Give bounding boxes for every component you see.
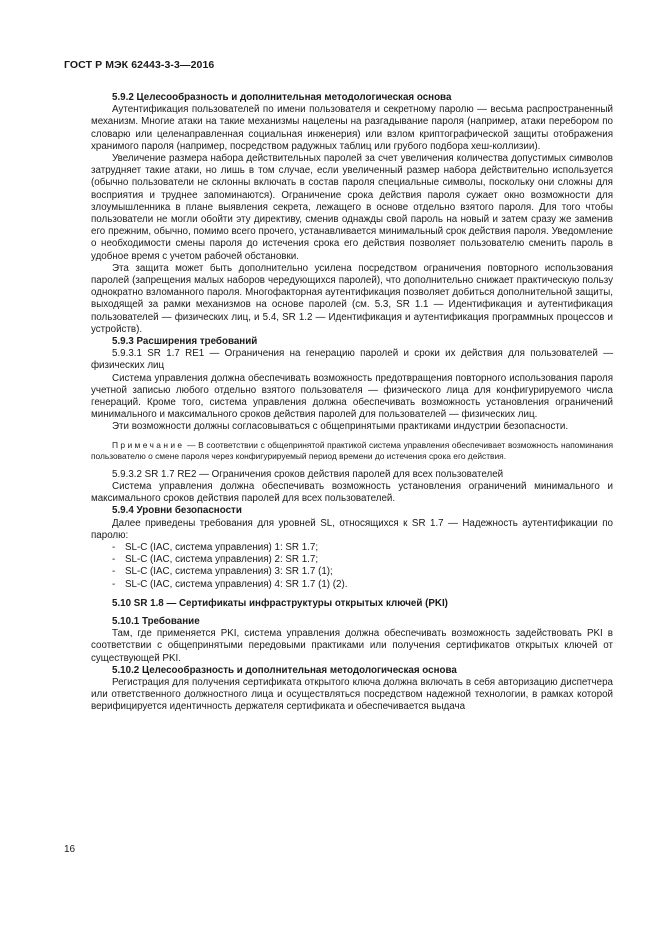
heading-5-10-2: 5.10.2 Целесообразность и дополнительная методологическая основа — [112, 664, 457, 676]
heading-5-9-3: 5.9.3 Расширения требований — [112, 336, 258, 348]
list-item: - SL-C (IAC, система управления) 2: SR 1.7; — [112, 554, 319, 566]
list-item: - SL-C (IAC, система управления) 1: SR 1.7; — [112, 541, 319, 553]
paragraph: Эти возможности должны согласовываться с общепринятыми практиками индустрии безопасности. — [112, 421, 569, 433]
paragraph-sr-1-7-re2: 5.9.3.2 SR 1.7 RE2 — Ограничения сроков действия паролей для всех пользователей — [112, 468, 504, 480]
paragraph: Система управления должна обеспечивать возможность предотвращения повторного использования пароля учетной записью любого отдельно взятого пользователя — физического лица для конфигурируемого числа генераций. Кроме того, система управления должна обеспечивать возможность установления ограничений минимального и максимального сроков действия паролей для пользователей — физических лиц. — [91, 372, 613, 421]
page-number: 16 — [64, 844, 76, 855]
paragraph-sr-1-7-re1: 5.9.3.1 SR 1.7 RE1 — Ограничения на генерацию паролей и сроки их действия для пользователей — физических лиц — [91, 348, 613, 372]
heading-5-9-4: 5.9.4 Уровни безопасности — [112, 505, 242, 517]
paragraph: Там, где применяется PKI, система управления должна обеспечивать возможность задействовать PKI в соответствии с общепринятыми передовыми практиками или получения сертификатов открытых ключей от существующей PKI. — [91, 628, 613, 664]
paragraph: Аутентификация пользователей по имени пользователя и секретному паролю — весьма распространенный механизм. Многие атаки на такие механизмы нацелены на разгадывание пароля (например, атаки перебором по словарю или целенаправленная социальная инженерия) или взлом криптографической защиты отображения хранимого пароля (например, посредством радужных таблиц или грубого подбора хеш-коллизии). — [91, 104, 613, 152]
heading-5-10: 5.10 SR 1.8 — Сертификаты инфраструктуры открытых ключей (PKI) — [112, 597, 448, 609]
paragraph: Увеличение размера набора действительных паролей за счет увеличения количества допустимых символов затрудняет такие атаки, но лишь в том случае, если увеличенный размер набора действительно используется (обычно пользователи не склонны включать в состав пароля специальные символы, поскольку они сложны для восприятия и труднее запоминаются). Ограничение срока действия пароля сужает окно возможности для злоумышленника в плане выявления секрета, лежащего в основе отдельно взятого пароля. Для того чтобы пользователи не могли обойти эту директиву, сменив однажды свой пароль на новый и затем сразу же заменив его прежним, обычно, помимо всего прочего, устанавливается минимальный срок действия пароля. Уведомление о необходимости смены пароля до истечения срока его действия позволяет пользователю сменить пароль в удобное время с учетом рабочей обстановки. — [91, 153, 613, 262]
paragraph: Далее приведены требования для уровней SL, относящихся к SR 1.7 — Надежность аутентификации по паролю: — [91, 517, 613, 541]
note-label: Примечание — [112, 439, 185, 450]
document-header: ГОСТ Р МЭК 62443-3-3—2016 — [64, 59, 215, 71]
note — [91, 440, 613, 462]
paragraph: Эта защита может быть дополнительно усилена посредством ограничения повторного использования паролей (запрещения малых наборов чередующихся паролей), что дополнительно снижает практическую пользу однократно взломанного пароля. Многофакторная аутентификация позволяет добиться дополнительной защиты, выходящей за рамки механизмов на основе паролей (см. 5.3, SR 1.1 — Идентификация и аутентификация пользователей — физических лиц, и 5.4, SR 1.2 — Идентификация и аутентификация программных процессов и устройств). — [91, 262, 613, 335]
page-body — [91, 92, 613, 714]
heading-5-10-1: 5.10.1 Требование — [112, 615, 200, 627]
list-item: - SL-C (IAC, система управления) 3: SR 1.7 (1); — [112, 566, 333, 578]
paragraph: Система управления должна обеспечивать возможность установления ограничений минимального и максимального сроков действия паролей для всех пользователей. — [91, 480, 613, 505]
note-text: — В соответствии с общепринятой практикой система управления обеспечивает возможность напоминания пользователю о смене пароля через конфигурируемый период времени до истечения срока его действия. — [91, 439, 613, 461]
heading-5-9-2: 5.9.2 Целесообразность и дополнительная методологическая основа — [112, 92, 452, 103]
paragraph: Регистрация для получения сертификата открытого ключа должна включать в себя авторизацию диспетчера или ответственного должностного лица и осуществляться посредством надежной технологии, в рамках которой верифицируется идентичность держателя сертификата и обеспечивается выдача — [91, 676, 613, 713]
list-item: - SL-C (IAC, система управления) 4: SR 1.7 (1) (2). — [112, 578, 348, 590]
